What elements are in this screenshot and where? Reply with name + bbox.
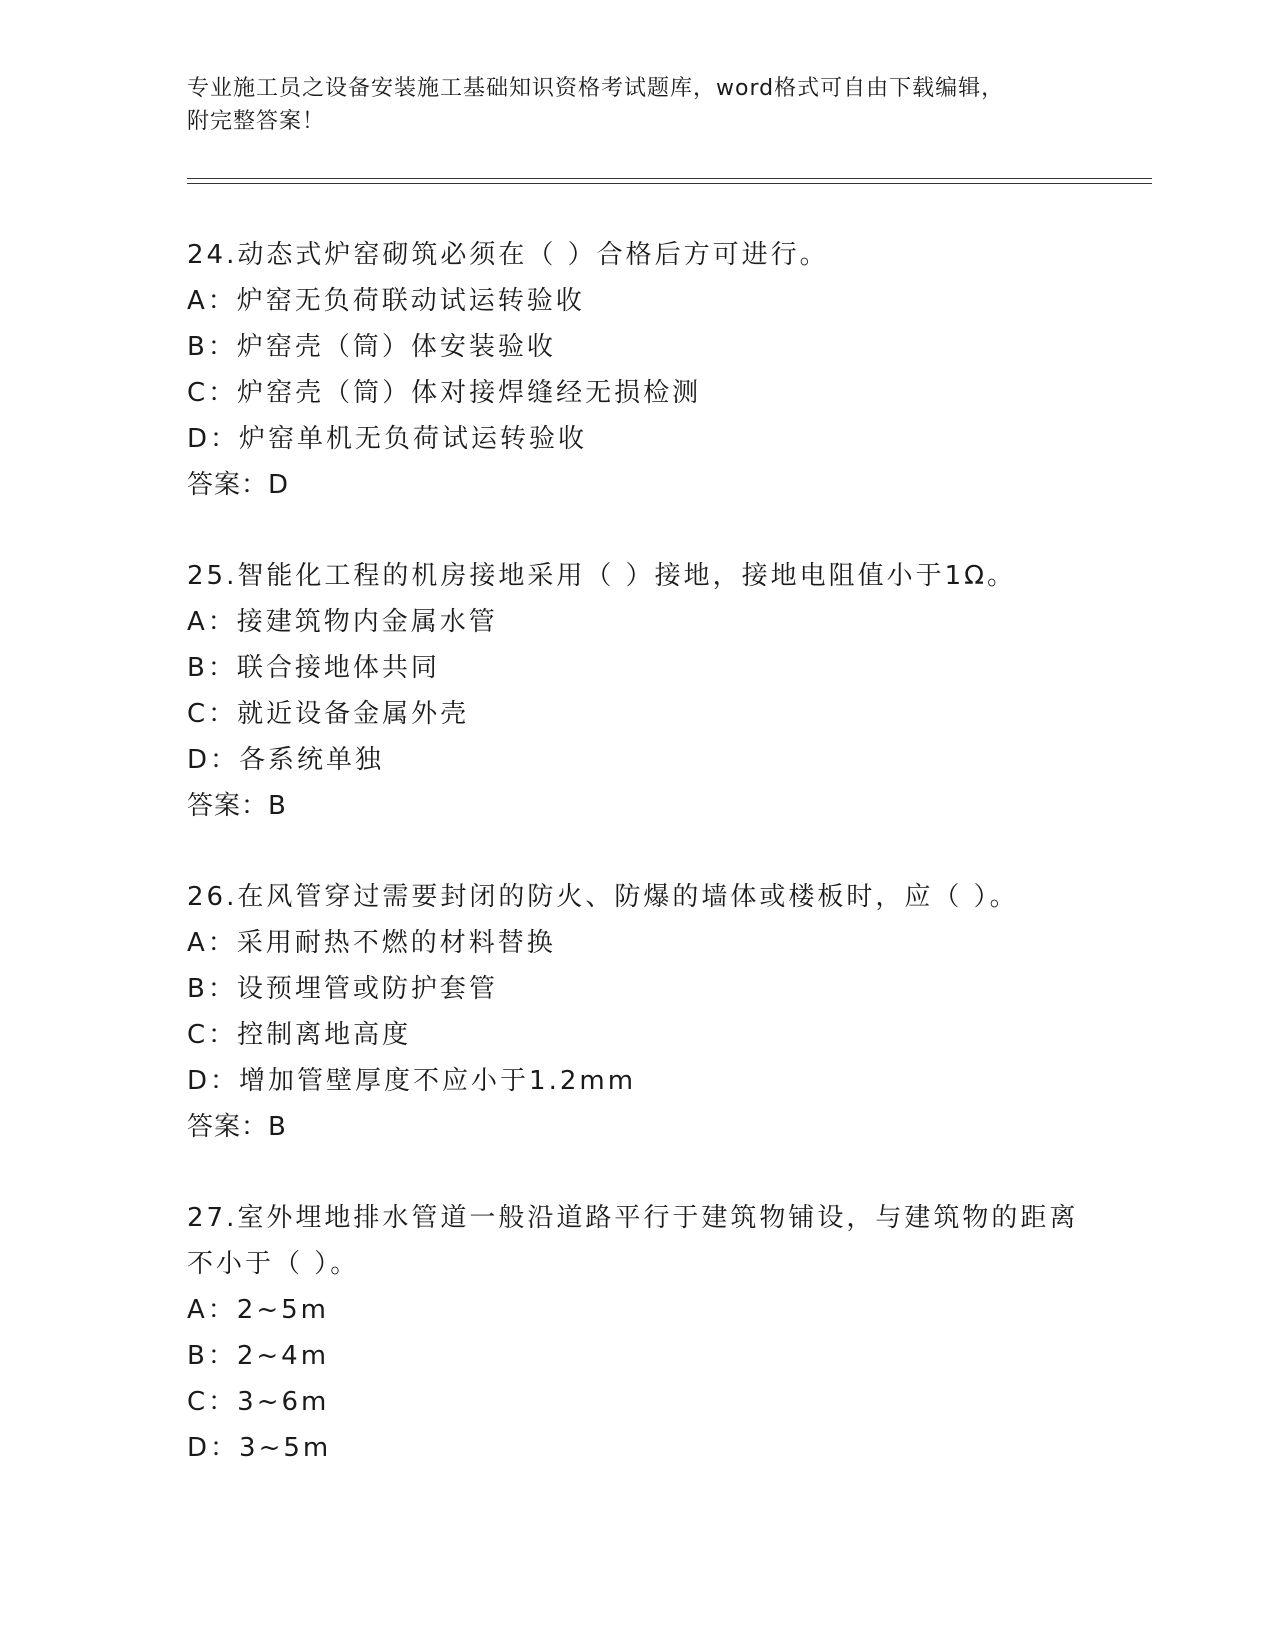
option-c: C：3~6m: [187, 1387, 330, 1417]
option-d: D：3~5m: [187, 1433, 332, 1463]
question-stem: 24.动态式炉窑砌筑必须在（ ）合格后方可进行。: [187, 240, 829, 270]
header-line-1: 专业施工员之设备安装施工基础知识资格考试题库，word格式可自由下载编辑，: [187, 76, 1005, 101]
option-c: C：就近设备金属外壳: [187, 699, 470, 729]
question-stem: 26.在风管穿过需要封闭的防火、防爆的墙体或楼板时，应（ ）。: [187, 882, 1019, 912]
header-divider-top: [187, 178, 1152, 179]
option-b: B：2~4m: [187, 1341, 330, 1371]
question-26: [187, 874, 1087, 1150]
option-d: D：增加管壁厚度不应小于1.2mm: [187, 1066, 637, 1096]
question-25: [187, 553, 1087, 829]
answer-line: 答案：B: [187, 1112, 287, 1142]
option-a: A：采用耐热不燃的材料替换: [187, 928, 556, 958]
question-stem: 25.智能化工程的机房接地采用（ ）接地，接地电阻值小于1Ω。: [187, 561, 1017, 591]
option-b: B：设预埋管或防护套管: [187, 974, 498, 1004]
option-c: C：炉窑壳（筒）体对接焊缝经无损检测: [187, 378, 702, 408]
question-stem-line-2: 不小于（ ）。: [187, 1249, 360, 1279]
answer-line: 答案：B: [187, 791, 287, 821]
answer-line: 答案：D: [187, 470, 290, 500]
document-header: [187, 72, 1067, 138]
option-b: B：炉窑壳（筒）体安装验收: [187, 332, 556, 362]
option-c: C：控制离地高度: [187, 1020, 412, 1050]
question-stem-line-1: 27.室外埋地排水管道一般沿道路平行于建筑物铺设，与建筑物的距离: [187, 1203, 1079, 1233]
header-line-2: 附完整答案！: [187, 109, 326, 134]
header-divider-bottom: [187, 183, 1152, 184]
option-d: D：炉窑单机无负荷试运转验收: [187, 424, 588, 454]
option-b: B：联合接地体共同: [187, 653, 440, 683]
option-a: A：接建筑物内金属水管: [187, 607, 498, 637]
question-27: [187, 1195, 1087, 1471]
question-24: [187, 232, 1087, 508]
option-d: D：各系统单独: [187, 745, 385, 775]
option-a: A：炉窑无负荷联动试运转验收: [187, 286, 585, 316]
question-list: [187, 232, 1087, 1516]
option-a: A：2~5m: [187, 1295, 329, 1325]
